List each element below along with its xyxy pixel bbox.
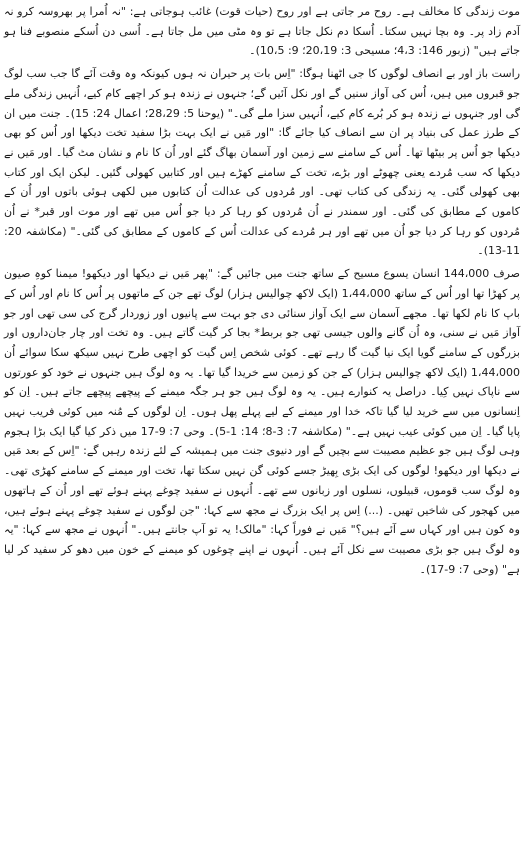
paragraph-144000-and-great-crowd: صرف 144،000 انسان یسوع مسیح کے ساتھ جنت میں جائیں گے: "پھر مَیں نے دیکھا اور دیکھو! میمنا کوہِ صیون پر کھڑا تھا اور اُس کے ساتھ 1،44،000 (ایک لاکھ چوالیس ہزار) لوگ تھے جن کے ماتھوں پر اُس کا نام اور اُس کے باپ کا نام لکھا تھا۔ مجھے آسمان سے ایک آواز سنائی دی جو بہت سے پانیوں اور زوردار گرج کی سی تھی اور جو آواز مَیں نے سنی، وہ اُن گانے والوں جیسی تھی جو بربط* بجا کر گیت گاتے ہیں۔ وہ تخت اور چار جان‌داروں اور بزرگوں کے سامنے گویا ایک نیا گیت گا رہے تھے۔ کوئی شخص اِس گیت کو اچھی طرح نہیں سیکھ سکا سوائے اُن 1،44،000 (ایک لاکھ چوالیس ہزار) کے جن کو زمین سے خریدا گیا تھا۔ یہ وہ لوگ ہیں جنہوں نے خود کو عورتوں سے ناپاک نہیں کِیا۔ دراصل یہ کنوارے ہیں۔ یہ وہ لوگ ہیں جو ہر جگہ میمنے کے پیچھے پیچھے جاتے ہیں۔ اِن کو اِنسانوں میں سے خرید لیا گیا تاکہ خدا اور میمنے کے لیے پہلے پھل ہوں۔ اِن لوگوں کے مُنہ میں کوئی فریب نہیں پایا گیا۔ اِن میں کوئی عیب نہیں ہے۔" (مکاشفہ 7: 3-8؛ 14: 1-5)۔ وحی 7: 9-17 میں ذکر کیا گیا ایک بڑا ہجوم وہی لوگ ہیں جو عظیم مصیبت سے بچیں گے اور دنیوی جنت میں ہمیشہ کے لئے زندہ رہیں گے: "اِس کے بعد مَیں نے دیکھا اور دیکھو! لوگوں کی ایک بڑی بِھیڑ جسے کوئی گن نہیں سکتا تھا، تخت اور میمنے کے سامنے کھڑی تھی۔ وہ لوگ سب قوموں، قبیلوں، نسلوں اور زبانوں سے تھے۔ اُنہوں نے سفید چوغے پہنے ہوئے تھے اور اُن کے ہاتھوں میں کھجور کی شاخیں تھیں۔ (...) اِس پر ایک بزرگ نے مجھ سے کہا: "جن لوگوں نے سفید چوغے پہنے ہوئے ہیں، وہ کون ہیں اور کہاں سے آئے ہیں؟" مَیں نے فوراً کہا: "مالک! یہ تو آپ جانتے ہیں۔" اُنہوں نے مجھ سے کہا: "یہ وہ لوگ ہیں جو بڑی مصیبت سے نکل آئے ہیں۔ اُنہوں نے اپنے چوغوں کو میمنے کے خون میں دھو کر سفید کر لیا ہے" (وحی 7: 9-17)۔ — [4, 267, 521, 576]
paragraph-death-and-soul: موت زندگی کا مخالف ہے۔ روح مر جاتی ہے اور روح (حیات قوت) غائب ہوجاتی ہے: "نہ اُمرا پر بھروسہ کرو نہ آدم زاد پر۔ وہ بچا نہیں سکتا۔ اُسکا دم نکل جاتا ہے تو وہ مٹی میں مل جاتا ہے۔ اُسی دن اُسکے منصوبے فنا ہو جاتے ہیں" (زبور 146: 4،3؛ مسیحی 3: 20،19؛ 9: 10،5)۔ — [4, 5, 520, 58]
paragraph-resurrection-and-judgment: راست باز اور بے انصاف لوگوں کا جی اٹھنا ہوگا: "اِس بات پر حیران نہ ہوں کیونکہ وہ وقت آئے گا جب سب لوگ جو قبروں میں ہیں، اُس کی آواز سنیں گے اور نکل آئیں گے؛ جنہوں نے زندہ ہو کر اچھے کام کیے، اُنہیں زندگی ملے گی اور جنہوں نے زندہ ہو کر بُرے کام کیے، اُنہیں سزا ملے گی۔" (یوحنا 5: 28،29؛ اعمال 24: 15)۔ جنت میں ان کے طرز عمل کی بنیاد پر ان سے انصاف کیا جائے گا: "اور مَیں نے ایک بہت بڑا سفید تخت دیکھا اور اُس کو بھی دیکھا جو اُس پر بیٹھا تھا۔ اُس کے سامنے سے زمین اور آسمان بھاگ گئے اور اُن کا نام و نشان مٹ گیا۔ اور مَیں نے دیکھا کہ سب مُردے یعنی چھوٹے اور بڑے، تخت کے سامنے کھڑے ہیں اور کتابیں کھولی گئیں۔ لیکن ایک اور کتاب بھی کھولی گئی۔ یہ زندگی کی کتاب تھی۔ اور مُردوں کی عدالت اُن کتابوں میں لکھی ہوئی باتوں اور اُن کے کاموں کے مطابق کی گئی۔ اور سمندر نے اُن مُردوں کو رہا کر دیا جو اُس میں تھے اور موت اور قبر* نے اُن مُردوں کو رہا کر دیا جو اُن میں تھے اور ہر مُردے کی عدالت اُس کے کاموں کے مطابق کی گئی۔" (مکاشفہ 20: 11-13)۔ — [4, 67, 521, 258]
